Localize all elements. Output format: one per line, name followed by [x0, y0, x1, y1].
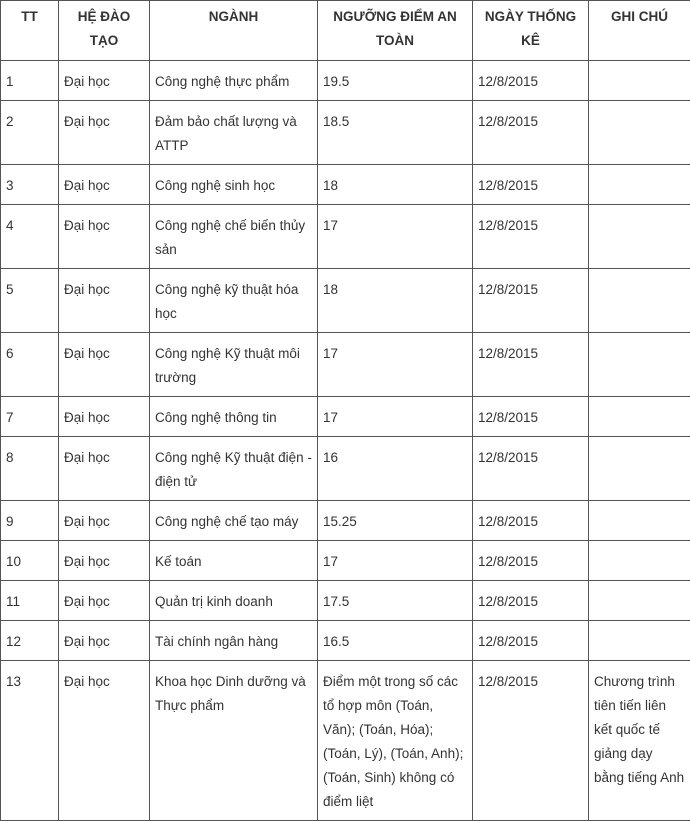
- table-row: [1, 621, 690, 661]
- stat-date-cell: 12/8/2015: [473, 269, 589, 333]
- threshold-cell: 17: [318, 333, 473, 397]
- threshold-cell: 16.5: [318, 621, 473, 661]
- table-row: [1, 541, 690, 581]
- stat-date-cell: 12/8/2015: [473, 397, 589, 437]
- threshold-cell: 17: [318, 205, 473, 269]
- stat-date-cell: 12/8/2015: [473, 333, 589, 397]
- stat-date-cell: 12/8/2015: [473, 581, 589, 621]
- notes-cell: [589, 333, 690, 397]
- training-system-cell: Đại học: [59, 333, 150, 397]
- row-number-cell: 3: [1, 165, 59, 205]
- notes-cell: [589, 541, 690, 581]
- row-number-cell: 2: [1, 101, 59, 165]
- row-number-cell: 8: [1, 437, 59, 501]
- major-cell: Đảm bảo chất lượng và ATTP: [150, 101, 318, 165]
- threshold-cell: 17.5: [318, 581, 473, 621]
- threshold-cell: 18: [318, 269, 473, 333]
- major-cell: Công nghệ thông tin: [150, 397, 318, 437]
- stat-date-cell: 12/8/2015: [473, 661, 589, 821]
- major-cell: Công nghệ kỹ thuật hóa học: [150, 269, 318, 333]
- row-number-cell: 12: [1, 621, 59, 661]
- table-row: [1, 165, 690, 205]
- major-cell: Công nghệ thực phẩm: [150, 61, 318, 101]
- training-system-cell: Đại học: [59, 61, 150, 101]
- stat-date-cell: 12/8/2015: [473, 61, 589, 101]
- training-system-cell: Đại học: [59, 269, 150, 333]
- row-number-cell: 9: [1, 501, 59, 541]
- table-header-row: [1, 1, 690, 61]
- table-row: [1, 205, 690, 269]
- major-cell: Khoa học Dinh dưỡng và Thực phẩm: [150, 661, 318, 821]
- notes-cell: [589, 205, 690, 269]
- row-number-cell: 5: [1, 269, 59, 333]
- threshold-cell: 18.5: [318, 101, 473, 165]
- header-major: NGÀNH: [150, 1, 318, 61]
- stat-date-cell: 12/8/2015: [473, 165, 589, 205]
- row-number-cell: 1: [1, 61, 59, 101]
- notes-cell: [589, 581, 690, 621]
- major-cell: Tài chính ngân hàng: [150, 621, 318, 661]
- training-system-cell: Đại học: [59, 437, 150, 501]
- major-cell: Quản trị kinh doanh: [150, 581, 318, 621]
- stat-date-cell: 12/8/2015: [473, 101, 589, 165]
- notes-cell: [589, 621, 690, 661]
- stat-date-cell: 12/8/2015: [473, 541, 589, 581]
- row-number-cell: 4: [1, 205, 59, 269]
- training-system-cell: Đại học: [59, 541, 150, 581]
- threshold-cell: 18: [318, 165, 473, 205]
- major-cell: Kế toán: [150, 541, 318, 581]
- stat-date-cell: 12/8/2015: [473, 205, 589, 269]
- notes-cell: [589, 101, 690, 165]
- threshold-cell: Điểm một trong số các tổ hợp môn (Toán, Văn); (Toán, Hóa); (Toán, Lý), (Toán, Anh); (Toán, Sinh) không có điểm liệt: [318, 661, 473, 821]
- header-tt: TT: [1, 1, 59, 61]
- row-number-cell: 7: [1, 397, 59, 437]
- training-system-cell: Đại học: [59, 165, 150, 205]
- training-system-cell: Đại học: [59, 661, 150, 821]
- major-cell: Công nghệ chế biến thủy sản: [150, 205, 318, 269]
- major-cell: Công nghệ Kỹ thuật điện - điện tử: [150, 437, 318, 501]
- notes-cell: [589, 269, 690, 333]
- table-row: [1, 61, 690, 101]
- row-number-cell: 6: [1, 333, 59, 397]
- notes-cell: [589, 501, 690, 541]
- notes-cell: [589, 397, 690, 437]
- stat-date-cell: 12/8/2015: [473, 501, 589, 541]
- table-row: [1, 581, 690, 621]
- row-number-cell: 13: [1, 661, 59, 821]
- threshold-cell: 19.5: [318, 61, 473, 101]
- header-stat-date: NGÀY THỐNG KÊ: [473, 1, 589, 61]
- notes-cell: [589, 61, 690, 101]
- header-notes: GHI CHÚ: [589, 1, 690, 61]
- table-row: [1, 661, 690, 821]
- training-system-cell: Đại học: [59, 205, 150, 269]
- table-row: [1, 101, 690, 165]
- threshold-cell: 15.25: [318, 501, 473, 541]
- threshold-cell: 17: [318, 541, 473, 581]
- notes-cell: Chương trình tiên tiến liên kết quốc tế giảng dạy bằng tiếng Anh: [589, 661, 690, 821]
- table-row: [1, 437, 690, 501]
- training-system-cell: Đại học: [59, 501, 150, 541]
- notes-cell: [589, 437, 690, 501]
- row-number-cell: 10: [1, 541, 59, 581]
- training-system-cell: Đại học: [59, 397, 150, 437]
- table-row: [1, 397, 690, 437]
- notes-cell: [589, 165, 690, 205]
- header-threshold: NGƯỠNG ĐIỂM AN TOÀN: [318, 1, 473, 61]
- threshold-cell: 16: [318, 437, 473, 501]
- table-row: [1, 501, 690, 541]
- training-system-cell: Đại học: [59, 581, 150, 621]
- major-cell: Công nghệ chế tạo máy: [150, 501, 318, 541]
- training-system-cell: Đại học: [59, 101, 150, 165]
- table-row: [1, 333, 690, 397]
- stat-date-cell: 12/8/2015: [473, 437, 589, 501]
- stat-date-cell: 12/8/2015: [473, 621, 589, 661]
- header-training-system: HỆ ĐÀO TẠO: [59, 1, 150, 61]
- major-cell: Công nghệ sinh học: [150, 165, 318, 205]
- major-cell: Công nghệ Kỹ thuật môi trường: [150, 333, 318, 397]
- row-number-cell: 11: [1, 581, 59, 621]
- training-system-cell: Đại học: [59, 621, 150, 661]
- threshold-cell: 17: [318, 397, 473, 437]
- table-row: [1, 269, 690, 333]
